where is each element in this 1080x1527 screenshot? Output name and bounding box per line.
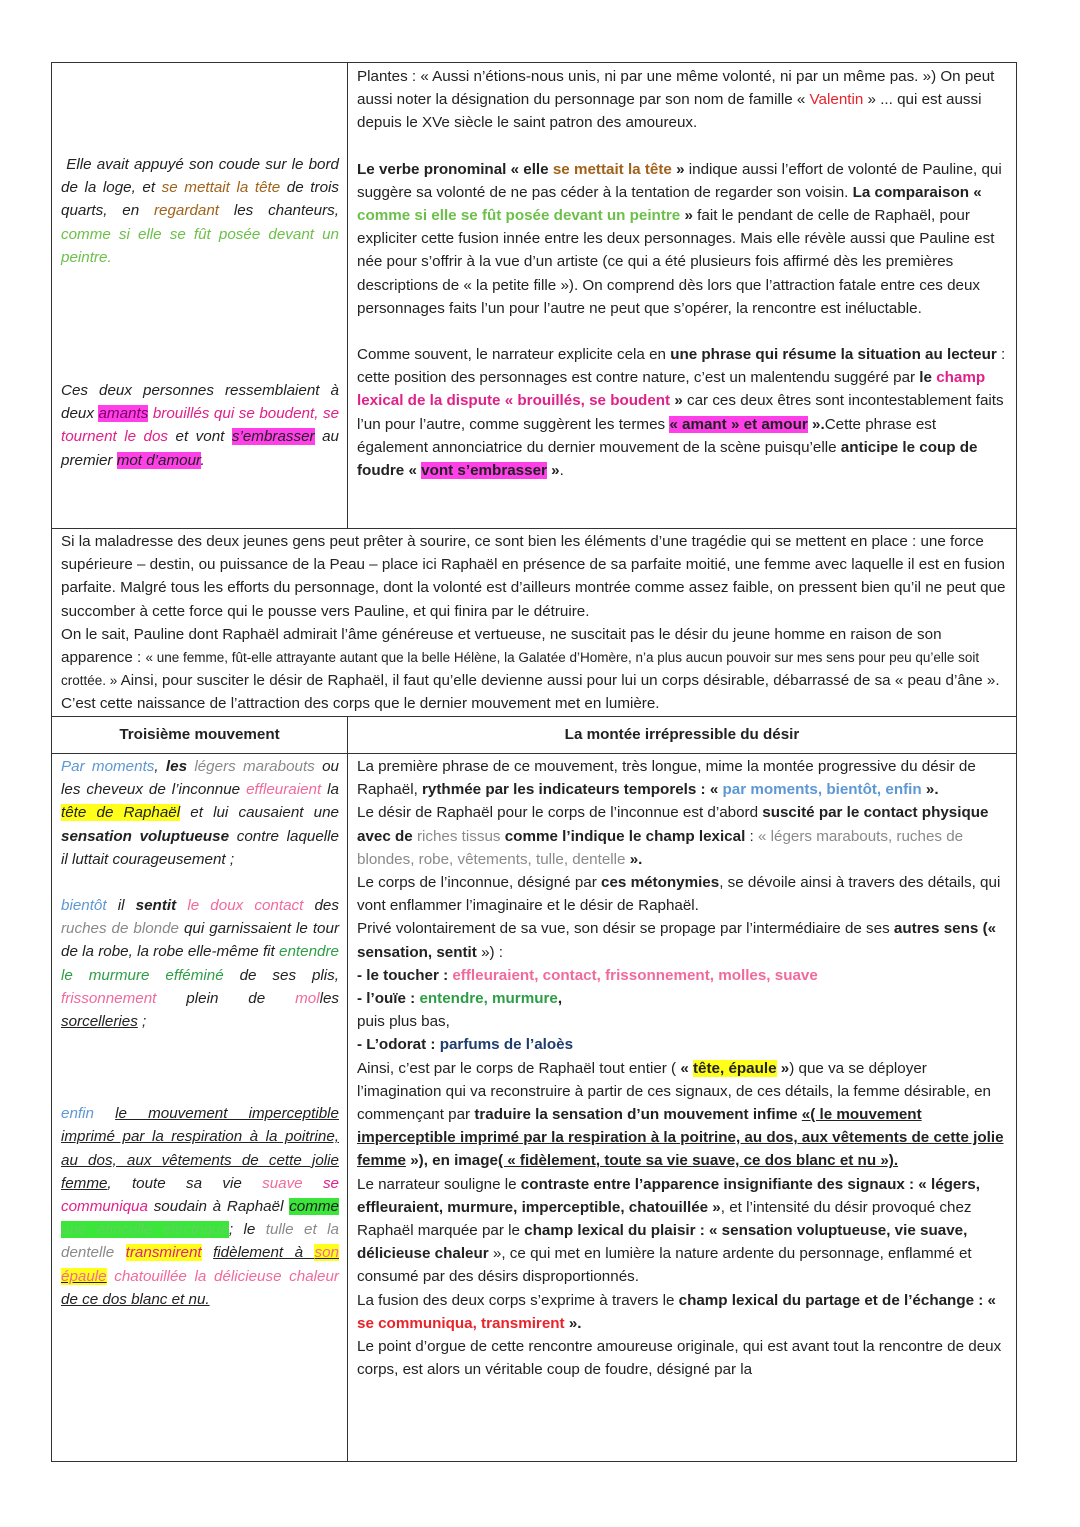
analysis-table — [51, 62, 1017, 1462]
transition-paragraph: Si la maladresse des deux jeunes gens peut prêter à sourire, ce sont bien les éléments d’une tragédie qui se mettent en place : une force supérieure – destin, ou puissance de la Peau – place ici Raphaël en présence de sa parfaite moitié, une femme avec laquelle il est en fusion parfaite. Malgré tous les efforts du personnage, dont la volonté est d’ailleurs montrée comme assez faible, on pressent bien qu’il ne peut que succomber à cette force qui le pousse vers Pauline, et qui finira par le détruire. — [61, 533, 1006, 620]
table-row — [52, 63, 1017, 529]
movement-title: La montée irrépressible du désir — [348, 717, 1017, 754]
quote-marabouts: Par moments, les légers marabouts ou les cheveux de l’inconnue effleuraient la tête de Raphaël et lui causaient une sensation voluptueuse contre laquelle il luttait courageusement ; bientôt il sentit le doux contact des ruches de blonde qui garnissaient le tour de la robe, la robe elle-même fit entendre le murmure efféminé de ses plis, frissonnement plein de molles sorcelleries ; enfin le mouvement imperceptible imprimé par la respiration à la poitrine, au dos, aux vêtements de cette jolie femme, toute sa vie suave se communiqua soudain à Raphaël comme une étincelle électrique; le tulle et la dentelle transmirent fidèlement à son épaule chatouillée la délicieuse chaleur de ce dos blanc et nu. — [61, 758, 340, 1308]
table-row — [52, 529, 1017, 717]
table-row — [52, 717, 1017, 754]
right-column-analysis — [348, 754, 1017, 1462]
quote-loge: Elle avait appuyé son coude sur le bord de la loge, et se mettait la tête de trois quarts, en regardant les chanteurs, comme si elle se fût posée devant un peintre. — [61, 156, 339, 266]
transition-paragraph-2: On le sait, Pauline dont Raphaël admirait l’âme généreuse et vertueuse, ne suscitait pas le désir du jeune homme en raison de son apparence : « une femme, fût-elle attrayante autant que la belle Hélène, la Galatée d’Homère, n’a plus aucun pouvoir sur mes sens pour peu qu’elle soit crottée. » Ainsi, pour susciter le désir de Raphaël, il faut qu’elle devienne aussi pour lui un corps désirable, débarrassé de sa « peau d’âne ». C’est cette naissance de l’attraction des corps que le dernier mouvement met en lumière. — [61, 625, 1000, 713]
transition-cell — [52, 529, 1017, 717]
quote-amants: Ces deux personnes ressemblaient à deux amants brouillés qui se boudent, se tournent le dos et vont s’embrasser au premier mot d’amour. — [61, 382, 340, 469]
left-column-quotes — [52, 754, 348, 1462]
document-page — [51, 62, 1017, 1462]
analysis-desir: La première phrase de ce mouvement, très longue, mime la montée progressive du désir de Raphaël, rythmée par les indicateurs temporels : « par moments, bientôt, enfin ». Le désir de Raphaël pour le corps de l’inconnue est d’abord suscité par le contact physique avec de riches tissus comme l’indique le champ lexical : « légers marabouts, ruches de blondes, robe, vêtements, tulle, dentelle ». Le corps de l’inconnue, désigné par ces métonymies, se dévoile ainsi à travers des détails, qui vont enflammer l’imaginaire et le désir de Raphaël. Privé volontairement de sa vue, son désir se propage par l’intermédiaire de ses autres sens (« sensation, sentit ») : - le toucher : effleuraient, contact, frissonnement, molles, suave - l’ouïe : entendre, murmure, puis plus bas, - L’odorat : parfums de l’aloès Ainsi, c’est par le corps de Raphaël tout entier ( « tête, épaule ») que va se déployer l’imagination qui va reconstruire à partir de ces signaux, de ces détails, la femme désirable, en commençant par traduire la sensation d’un mouvement infime «( le mouvement imperceptible imprimé par la respiration à la poitrine, au dos, aux vêtements de cette jolie femme »), en image( « fidèlement, toute sa vie suave, ce dos blanc et nu »). Le narrateur souligne le contraste entre l’apparence insignifiante des signaux : « légers, effleuraient, murmure, imperceptible, chatouillée », et l’intensité du désir provoqué chez Raphaël marquée par le champ lexical du plaisir : « sensation voluptueuse, vie suave, délicieuse chaleur », ce qui met en lumière la nature ardente du personnage, enflammé et consumé par des désirs disproportionnés. La fusion des deux corps s’exprime à travers le champ lexical du partage et de l’échange : « se communiqua, transmirent ». Le point d’orgue de cette rencontre amoureuse originale, qui est avant tout la rencontre de deux corps, est alors un véritable coup de foudre, désigné par la — [357, 758, 1004, 1379]
right-column-analysis — [348, 63, 1017, 529]
analysis-plantes: Plantes : « Aussi n’étions-nous unis, ni par une même volonté, ni par un même pas. ») On peut aussi noter la désignation du personnage par son nom de famille « Valentin » ... qui est aussi depuis le XVe siècle le saint patron des amoureux. Le verbe pronominal « elle se mettait la tête » indique aussi l’effort de volonté de Pauline, qui suggère sa volonté de ne pas céder à la tentation de regarder son voisin. La comparaison « comme si elle se fût posée devant un peintre » fait le pendant de celle de Raphaël, pour expliciter cette fusion innée entre les deux personnages. Mais elle révèle aussi que Pauline est née pour s’offrir à la vue d’un artiste (ce qui a été plusieurs fois affirmé dès les premières descriptions de « la petite fille »). On comprend dès lors que l’attraction fatale entre ces deux personnages faits l’un pour l’autre ne peut que s’opérer, la rencontre est inéluctable. Comme souvent, le narrateur explicite cela en une phrase qui résume la situation au lecteur : cette position des personnages est contre nature, c’est un malentendu suggéré par le champ lexical de la dispute « brouillés, se boudent » car ces deux êtres sont incontestablement faits l’un pour l’autre, comme suggèrent les termes « amant » et amour ».Cette phrase est également annonciatrice du dernier mouvement de la scène puisqu’elle anticipe le coup de foudre « vont s’embrasser ». — [357, 68, 1006, 480]
left-column-quotes — [52, 63, 348, 529]
table-row — [52, 754, 1017, 1462]
movement-header: Troisième mouvement — [52, 717, 348, 754]
